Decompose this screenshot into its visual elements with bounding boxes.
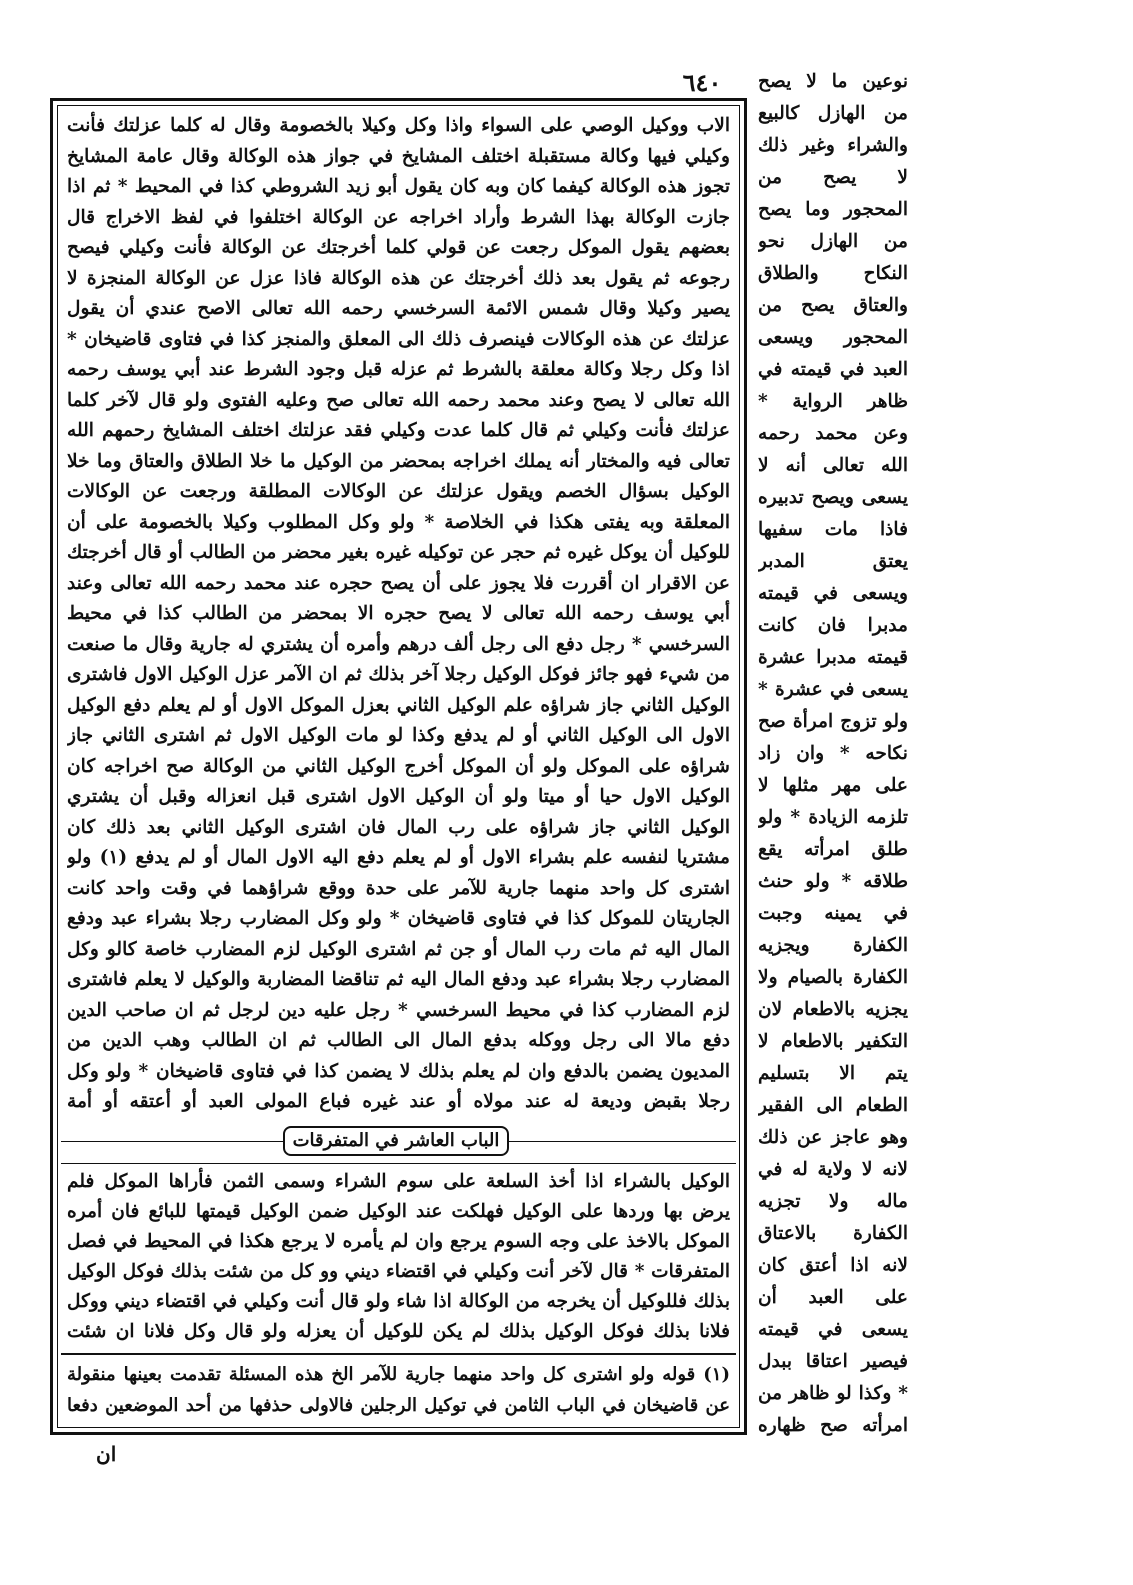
chapter-body-text: الوكيل بالشراء اذا أخذ السلعة على سوم الشراء وسمى الثمن فأراها الموكل فلم يرض بها وردها على الوكيل فهلكت عند الوكيل ضمن الوكيل قيمتها للبائع فان أمره الموكل بالاخذ على وجه السوم يرجع وان لم يأمره لا يرجع هكذا في المحيط في فصل المتفرقات * قال لآخر أنت وكيلي في اقتضاء ديني وو كل من شئت بذلك فوكل الوكيل بذلك فللوكيل أن يخرجه من الوكالة اذا شاء ولو قال أنت وكيلي في اقتضاء ديني ووكل فلانا بذلك فوكل الوكيل بذلك لم يكن للوكيل أن يعزله ولو قال وكل فلانا ان شئت bbox=[67, 1171, 730, 1342]
chapter-rule-bottom bbox=[61, 1163, 736, 1164]
page-number: ٦٤٠ bbox=[682, 68, 722, 97]
main-text-frame bbox=[50, 98, 747, 1435]
margin-commentary: نوعين ما لا يصح من الهازل كالبيع والشراء وغير ذلك لا يصح من المحجور وما يصح من الهازل نحو النكاح والطلاق والعتاق يصح من المحجور ويسعى العبد في قيمته في ظاهر الرواية * وعن محمد رحمه الله تعالى أنه لا يسعى ويصح تدبيره فاذا مات سفيها يعتق المدبر ويسعى في قيمته مدبرا فان كانت قيمته مدبرا عشرة يسعى في عشرة * ولو تزوج امرأة صح نكاحه * وان زاد على مهر مثلها لا تلزمه الزيادة * ولو طلق امرأته يقع طلاقه * ولو حنث في يمينه وجبت الكفارة ويجزيه الكفارة بالصيام ولا يجزيه بالاطعام لان التكفير بالاطعام لا يتم الا بتسليم الطعام الى الفقير وهو عاجز عن ذلك لانه لا ولاية له في ماله ولا تجزيه الكفارة بالاعتاق لانه اذا أعتق كان على العبد أن يسعى في قيمته فيصير اعتاقا ببدل * وكذا لو ظاهر من امرأته صح ظهاره bbox=[758, 71, 908, 1436]
footnote: (١) قوله ولو اشترى كل واحد منهما جارية للآمر الخ هذه المسئلة تقدمت بعينها منقولة عن قاضيخان في الباب الثامن في توكيل الرجلين فالاولى حذفها من أحد الموضعين دفعا bbox=[67, 1364, 730, 1416]
chapter-heading: الباب العاشر في المتفرقات bbox=[283, 1126, 509, 1156]
footnote-divider bbox=[61, 1353, 736, 1355]
catchword: ان bbox=[96, 1442, 117, 1466]
main-body-text: الاب ووكيل الوصي على السواء واذا وكل وكيلا بالخصومة وقال له كلما عزلتك فأنت وكيلي فيها وكالة مستقبلة اختلف المشايخ في جواز هذه الوكالة وقال عامة المشايخ تجوز هذه الوكالة كيفما كان وبه كان يقول أبو زيد الشروطي كذا في المحيط * ثم اذا جازت الوكالة بهذا الشرط وأراد اخراجه عن الوكالة اختلفوا في لفظ الاخراج قال بعضهم يقول الموكل رجعت عن قولي كلما أخرجتك عن الوكالة فأنت وكيلي فيصح رجوعه ثم يقول بعد ذلك أخرجتك عن هذه الوكالة فاذا عزل عن الوكالة المنجزة لا يصير وكيلا وقال شمس الائمة السرخسي رحمه الله تعالى الاصح عندي أن يقول عزلتك عن هذه الوكالات فينصرف ذلك الى المعلق والمنجز كذا في فتاوى قاضيخان * اذا وكل رجلا وكالة معلقة بالشرط ثم عزله قبل وجود الشرط عند أبي يوسف رحمه الله تعالى لا يصح وعند محمد رحمه الله تعالى صح وعليه الفتوى ولو قال لآخر كلما عزلتك فأنت وكيلي ثم قال كلما عدت وكيلي فقد عزلتك اختلف المشايخ رحمهم الله تعالى فيه والمختار أنه يملك اخراجه بمحضر من الوكيل ما خلا الطلاق والعتاق وما خلا الوكيل بسؤال الخصم ويقول عزلتك عن الوكالات المطلقة ورجعت عن الوكالات المعلقة وبه يفتى هكذا في الخلاصة * ولو وكل المطلوب وكيلا بالخصومة على أن للوكيل أن يوكل غيره ثم حجر عن توكيله غيره بغير محضر من الطالب أو قال أخرجتك عن الاقرار ان أقررت فلا يجوز على أن يصح حجره عند محمد رحمه الله تعالى وعند أبي يوسف رحمه الله تعالى لا يصح حجره الا بمحضر من الطالب كذا في محيط السرخسي * رجل دفع الى رجل ألف درهم وأمره أن يشتري له جارية وقال ما صنعت من شيء فهو جائز فوكل الوكيل رجلا آخر بذلك ثم ان الآمر عزل الوكيل الاول فاشترى الوكيل الثاني جاز شراؤه علم الوكيل الثاني بعزل الموكل الاول أو لم يعلم دفع الوكيل الاول الى الوكيل الثاني أو لم يدفع وكذا لو مات الوكيل الاول ثم اشترى الثاني جاز شراؤه على الموكل ولو أن الموكل أخرج الوكيل الثاني من الوكالة صح اخراجه كان الوكيل الاول حيا أو ميتا ولو أن الوكيل الاول اشترى قبل انعزاله وقبل أن يشتري الوكيل الثاني جاز شراؤه على رب المال فان اشترى الوكيل الثاني بعد ذلك كان مشتريا لنفسه علم بشراء الاول أو لم يعلم دفع اليه الاول المال أو لم يدفع (١) ولو اشترى كل واحد منهما جارية للآمر على حدة ووقع شراؤهما في وقت واحد كانت الجاريتان للموكل كذا في فتاوى قاضيخان * ولو وكل المضارب رجلا بشراء عبد ودفع المال اليه ثم مات رب المال أو جن ثم اشترى الوكيل لزم المضارب خاصة كالو وكل المضارب رجلا بشراء عبد ودفع المال اليه ثم تناقضا المضاربة والوكيل لا يعلم فاشترى لزم المضارب كذا في محيط السرخسي * رجل عليه دين لرجل ثم ان صاحب الدين دفع مالا الى رجل ووكله بدفع المال الى الطالب ثم ان الطالب وهب الدين من المديون يضمن بالدفع وان لم يعلم بذلك لا يضمن كذا في فتاوى قاضيخان * ولو وكل رجلا بقبض وديعة له عند مولاه أو عند غيره فباع المولى العبد أو أعتقه أو أمة bbox=[67, 115, 730, 1112]
